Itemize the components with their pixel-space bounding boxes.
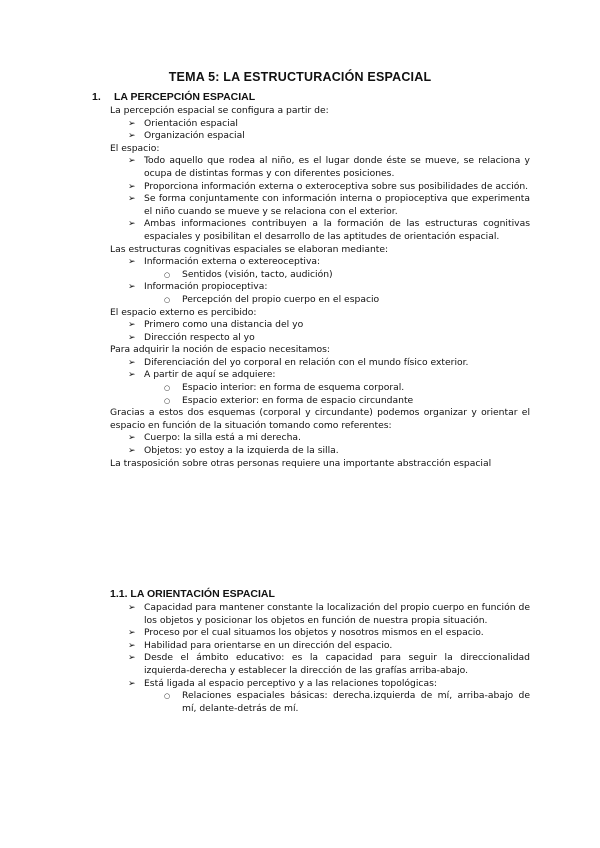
paragraph: La percepción espacial se configura a partir de: [110, 105, 329, 116]
sub-list-item: ○ Espacio exterior: en forma de espacio circundante [164, 394, 414, 406]
list-item: ➢ Desde el ámbito educativo: es la capacidad para seguir la direccionalidad izquierda-derecha y establecer la dirección de las grafías arriba-abajo. [128, 652, 530, 676]
paragraph: La trasposición sobre otras personas requiere una importante abstracción espacial [110, 457, 492, 469]
sub-list-item: ○ Percepción del propio cuerpo en el espacio [164, 293, 380, 305]
list-item: ➢ Todo aquello que rodea al niño, es el lugar donde éste se mueve, se relaciona y ocupa de distintas formas y con diferentes posiciones. [128, 155, 530, 179]
arrow-bullet-icon: ➢ [128, 219, 136, 230]
arrow-bullet-icon: ➢ [128, 678, 136, 689]
paragraph: Para adquirir la noción de espacio necesitamos: [110, 344, 330, 356]
list-item: ➢ Cuerpo: la silla está a mi derecha. [128, 432, 301, 444]
arrow-bullet-icon: ➢ [128, 446, 136, 457]
list-item: ➢ Información propioceptiva: [128, 281, 268, 293]
list-item: ➢ Proceso por el cual situamos los objetos y nosotros mismos en el espacio. [128, 627, 484, 639]
list-item: ➢ Objetos: yo estoy a la izquierda de la silla. [128, 445, 339, 457]
section-heading-1 [92, 91, 255, 103]
arrow-bullet-icon: ➢ [128, 653, 136, 664]
section-title: LA PERCEPCIÓN ESPACIAL [114, 91, 256, 103]
arrow-bullet-icon: ➢ [128, 181, 136, 192]
arrow-bullet-icon: ➢ [128, 357, 136, 368]
circle-bullet-icon: ○ [164, 396, 171, 405]
arrow-bullet-icon: ➢ [128, 370, 136, 381]
arrow-bullet-icon: ➢ [128, 332, 136, 343]
section-heading-1-1 [110, 588, 275, 600]
list-item: ➢ Está ligada al espacio perceptivo y a las relaciones topológicas: [128, 677, 437, 689]
list-item: ➢ Diferenciación del yo corporal en relación con el mundo físico exterior. [128, 356, 469, 368]
arrow-bullet-icon: ➢ [128, 118, 136, 129]
paragraph: Las estructuras cognitivas espaciales se elaboran mediante: [110, 243, 389, 255]
sub-list-item: ○ Espacio interior: en forma de esquema corporal. [164, 382, 405, 394]
sub-list-item: ○ Relaciones espaciales básicas: derecha.izquierda de mí, arriba-abajo de mí, delante-detrás de mí. [164, 690, 530, 714]
sub-list-item: ○ Sentidos (visión, tacto, audición) [164, 268, 333, 280]
arrow-bullet-icon: ➢ [128, 320, 136, 331]
list-item: ➢ Organización espacial [128, 130, 245, 142]
list-item: ➢ Orientación espacial [128, 117, 238, 129]
list-item: ➢ Habilidad para orientarse en un dirección del espacio. [128, 639, 393, 651]
section-number: 1. [92, 91, 101, 103]
section-1-body [110, 105, 530, 470]
paragraph: El espacio: [110, 142, 160, 154]
arrow-bullet-icon: ➢ [128, 131, 136, 142]
list-item: ➢ Proporciona información externa o exteroceptiva sobre sus posibilidades de acción. [128, 180, 529, 192]
list-item: ➢ Se forma conjuntamente con información interna o propioceptiva que experimenta el niño cuando se mueve y se relaciona con el exterior. [128, 193, 530, 217]
arrow-bullet-icon: ➢ [128, 257, 136, 268]
circle-bullet-icon: ○ [164, 270, 171, 279]
section-1-1-body [110, 602, 530, 715]
arrow-bullet-icon: ➢ [128, 433, 136, 444]
circle-bullet-icon: ○ [164, 295, 171, 304]
list-item: ➢ A partir de aquí se adquiere: [128, 369, 276, 381]
list-item: ➢ Ambas informaciones contribuyen a la formación de las estructuras cognitivas espaciales y posibilitan el desarrollo de las aptitudes de orientación espacial. [128, 218, 530, 242]
circle-bullet-icon: ○ [164, 692, 171, 701]
paragraph: Gracias a estos dos esquemas (corporal y circundante) podemos organizar y orientar el espacio en función de la situación tomando como referentes: [110, 407, 530, 431]
arrow-bullet-icon: ➢ [128, 640, 136, 651]
arrow-bullet-icon: ➢ [128, 156, 136, 167]
section-title: 1.1. LA ORIENTACIÓN ESPACIAL [110, 588, 275, 600]
paragraph: El espacio externo es percibido: [110, 306, 257, 318]
arrow-bullet-icon: ➢ [128, 194, 136, 205]
arrow-bullet-icon: ➢ [128, 603, 136, 613]
list-item: ➢ Capacidad para mantener constante la localización del propio cuerpo en función de los objetos y posicionar los objetos en función de nuestra propia situación. [128, 602, 530, 626]
circle-bullet-icon: ○ [164, 384, 171, 393]
list-item: ➢ Primero como una distancia del yo [128, 319, 304, 331]
arrow-bullet-icon: ➢ [128, 628, 136, 639]
arrow-bullet-icon: ➢ [128, 282, 136, 293]
list-item: ➢ Información externa o extereoceptiva: [128, 256, 321, 268]
list-item: ➢ Dirección respecto al yo [128, 331, 255, 343]
page-title: TEMA 5: LA ESTRUCTURACIÓN ESPACIAL [168, 70, 432, 84]
